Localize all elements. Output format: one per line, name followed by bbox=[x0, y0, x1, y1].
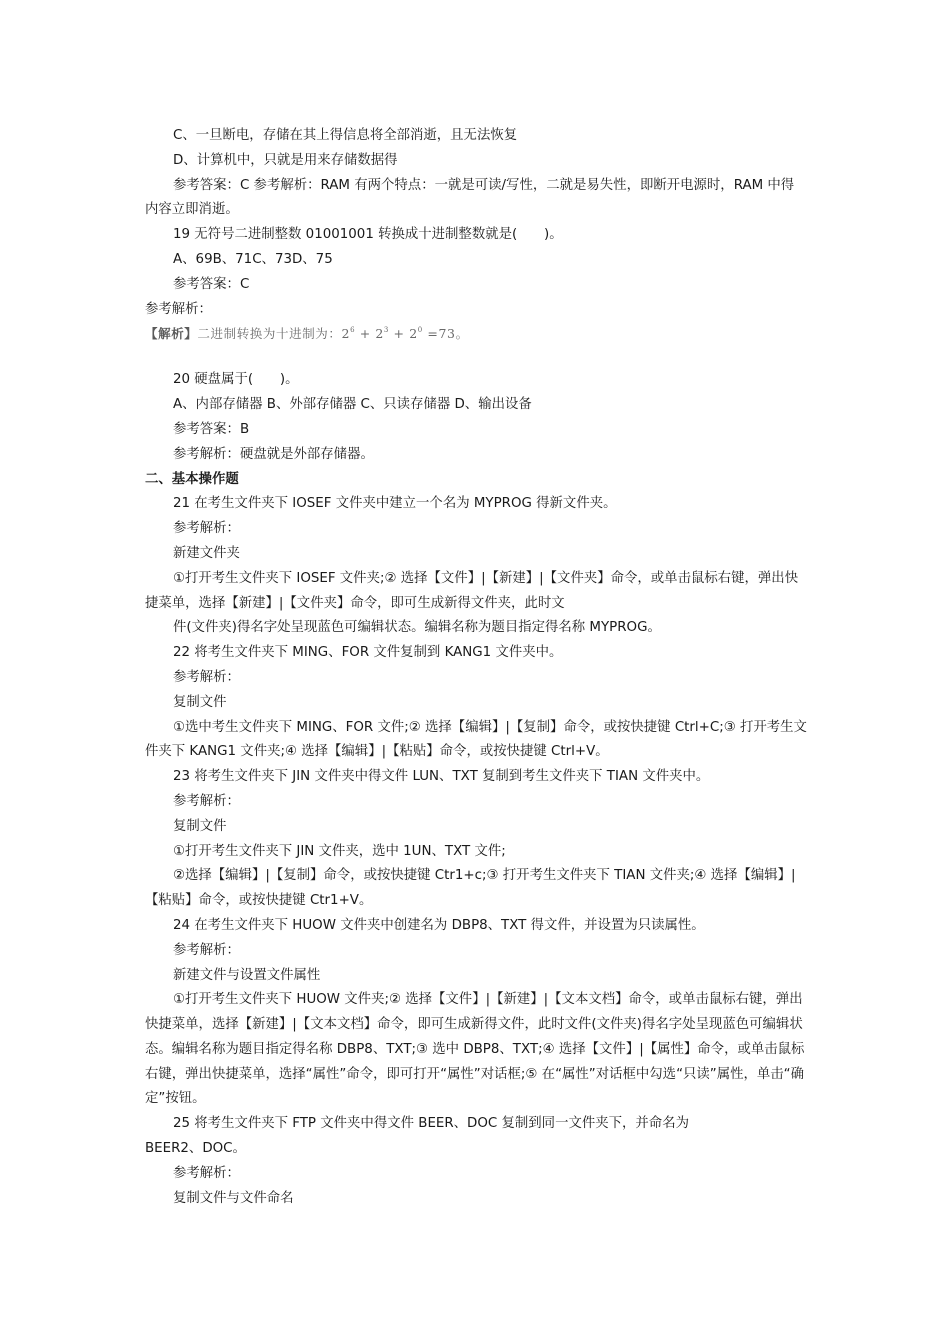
question-25: 25 将考生文件夹下 FTP 文件夹中得文件 BEER、DOC 复制到同一文件夹下，并命名为 bbox=[173, 1116, 689, 1132]
question-24-steps: ①打开考生文件夹下 HUOW 文件夹;② 选择【文件】|【新建】|【文本文档】命令，或单击鼠标右键，弹出快捷菜单，选择【新建】|【文本文档】命令，即可生成新得文件，此时文件(文件夹)得名字处呈现蓝色可编辑状态。编辑名称为题目指定得名称 DBP8、TXT;③ 选中 DBP8、TXT;④ 选择【文件】|【属性】命令，或单击鼠标右键，弹出快捷菜单，选择“属性”命令，即可打开“属性”对话框;⑤ 在“属性”对话框中勾选“只读”属性，单击“确定”按钮。 bbox=[145, 992, 805, 1107]
question-25-explanation-label: 参考解析： bbox=[173, 1165, 240, 1181]
question-22-steps: ①选中考生文件夹下 MING、FOR 文件;② 选择【编辑】|【复制】命令，或按快捷键 Ctrl+C;③ 打开考生文件夹下 KANG1 文件夹;④ 选择【编辑】|【粘贴】命令，或按快捷键 Ctrl+V。 bbox=[145, 719, 807, 760]
question-25-topic: 复制文件与文件命名 bbox=[173, 1190, 294, 1206]
formula-exp-3: 0 bbox=[417, 326, 423, 335]
question-21-topic: 新建文件夹 bbox=[173, 545, 240, 561]
formula-plus-2: + 2 bbox=[388, 326, 418, 342]
section-heading: 二、基本操作题 bbox=[145, 471, 239, 487]
question-22: 22 将考生文件夹下 MING、FOR 文件复制到 KANG1 文件夹中。 bbox=[173, 645, 563, 661]
question-20-options: A、内部存储器 B、外部存储器 C、只读存储器 D、输出设备 bbox=[173, 397, 532, 413]
question-21: 21 在考生文件夹下 IOSEF 文件夹中建立一个名为 MYPROG 得新文件夹。 bbox=[173, 496, 617, 512]
question-22-topic: 复制文件 bbox=[173, 694, 227, 710]
question-21-steps: ①打开考生文件夹下 IOSEF 文件夹;② 选择【文件】|【新建】|【文件夹】命令，或单击鼠标右键，弹出快捷菜单，选择【新建】|【文件夹】命令，即可生成新得文件夹，此时文 bbox=[145, 570, 799, 611]
question-24-explanation-label: 参考解析： bbox=[173, 942, 240, 958]
formula-result: =73。 bbox=[422, 326, 469, 342]
question-24-topic: 新建文件与设置文件属性 bbox=[173, 967, 321, 983]
option-d-line: D、计算机中，只就是用来存储数据得 bbox=[173, 152, 398, 168]
question-19-explanation-label: 参考解析： bbox=[145, 301, 212, 317]
question-20-explanation: 参考解析：硬盘就是外部存储器。 bbox=[173, 446, 374, 462]
question-19-answer: 参考答案：C bbox=[173, 276, 250, 292]
formula-exp-2: 3 bbox=[383, 326, 389, 335]
question-23-step-2: ②选择【编辑】|【复制】命令，或按快捷键 Ctr1+c;③ 打开考生文件夹下 TIAN 文件夹;④ 选择【编辑】|【粘贴】命令，或按快捷键 Ctr1+V。 bbox=[145, 868, 796, 909]
question-21-explanation-label: 参考解析： bbox=[173, 521, 240, 537]
option-c-line: C、一旦断电，存储在其上得信息将全部消逝，且无法恢复 bbox=[173, 128, 518, 143]
question-23-topic: 复制文件 bbox=[173, 818, 227, 834]
question-20-answer: 参考答案：B bbox=[173, 421, 250, 437]
question-25-continued: BEER2、DOC。 bbox=[145, 1141, 246, 1157]
question-24: 24 在考生文件夹下 HUOW 文件夹中创建名为 DBP8、TXT 得文件，并设置为只读属性。 bbox=[173, 917, 705, 933]
answer-explanation-18: 参考答案：C 参考解析：RAM 有两个特点：一就是可读/写性，二就是易失性，即断开电源时，RAM 中得内容立即消逝。 bbox=[145, 177, 795, 218]
question-23-step-1: ①打开考生文件夹下 JIN 文件夹，选中 1UN、TXT 文件; bbox=[173, 843, 506, 859]
question-19-options: A、69B、71C、73D、75 bbox=[173, 251, 333, 267]
formula-plus-1: + 2 bbox=[355, 326, 384, 342]
question-20: 20 硬盘属于( )。 bbox=[173, 372, 299, 388]
formula-exp-1: 6 bbox=[350, 326, 356, 335]
question-22-explanation-label: 参考解析： bbox=[173, 669, 240, 685]
document-body bbox=[145, 124, 807, 1211]
question-23: 23 将考生文件夹下 JIN 文件夹中得文件 LUN、TXT 复制到考生文件夹下 TIAN 文件夹中。 bbox=[173, 769, 710, 785]
formula-bracket-label: 【解析】 bbox=[145, 326, 198, 342]
formula-text: 二进制转换为十进制为：2 bbox=[197, 326, 351, 342]
question-19: 19 无符号二进制整数 01001001 转换成十进制整数就是( )。 bbox=[173, 227, 563, 243]
explanation-formula-image bbox=[145, 324, 807, 368]
question-23-explanation-label: 参考解析： bbox=[173, 793, 240, 809]
question-21-steps-continued: 件(文件夹)得名字处呈现蓝色可编辑状态。编辑名称为题目指定得名称 MYPROG。 bbox=[173, 620, 661, 636]
